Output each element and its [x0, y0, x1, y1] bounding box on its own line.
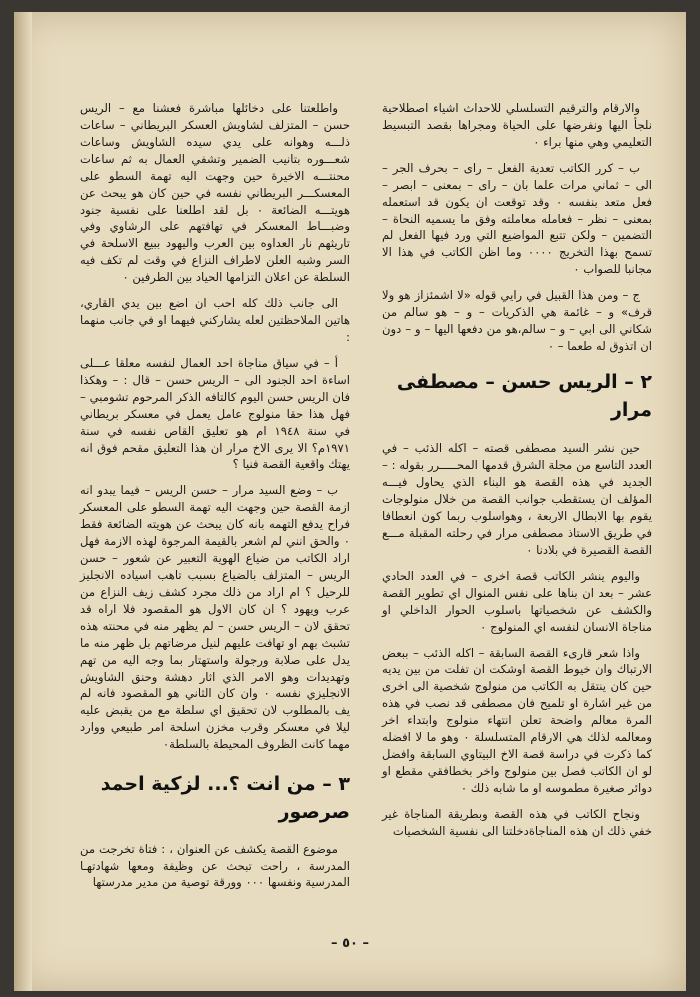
paragraph: واذا شعر قارىء القصة السابقة – اكله الذئب – ببعض الارتباك وان خيوط القصة اوشكت ان تفلت من بين يديه حين كان ينتقل به الكاتب من منولوج شخصية الى اخرى من غير اشارة او تلميح فان مصطفى قد نصب في هذه المرة معالم واضحة تعلن انتهاء منولوج وابتداء اخر ومعالمه لذلك هي الارقام المتسلسلة ٠ وهو ما لا افضله كما ذكرت في دراسة قصة الاخ البيتاوي السابقة وافضل لو ان الكاتب فصل بين منولوج واخر بخطافقي مقطع او دوائر صغيرة مطموسه او ما شابه ذلك ٠ — [382, 645, 652, 795]
section-heading-3: ٣ – من انت ؟... لزكية احمد صرصور — [100, 773, 350, 823]
paragraph: حين نشر السيد مصطفى قصته – اكله الذئب – في العدد التاسع من مجلة الشرق قدمها المحـــــرر بقوله : – الجديد في هذه القصة هو البناء الذي يحاول فيـــه المؤلف ان يستقطب جوانب القصة من خلال منولوجات يقوم بها الابطال الاربعة ، وهواسلوب ربما كون انعطافا في طريق الاستاذ مصطفى مرار في رحلته المقبلة مـــع القصة القصيرة في بلادنا ٠ — [382, 441, 652, 557]
page-binding-shadow — [14, 12, 32, 991]
left-column — [80, 100, 350, 900]
paragraph: ج – ومن هذا القبيل في رايي قوله «لا اشمئزاز هو ولا قرف» و – غائمة هي الذكريات – و – هو سالم من شكاني الى ابي – و – سالم،هو من دفعها اليها – و – دون ان اتذوق له طعما – ٠ — [382, 288, 652, 353]
paragraph: أ – في سياق مناجاة احد العمال لنفسه معلقا عـــلى اساءة احد الجنود الى – الريس حسن – قال : – وهكذا فان الريس حسن اليوم كالتافه الذكر المرحوم تشومبي – فهل هذا حقا منولوج عامل يعمل في معسكر بريطاني في سنة ١٩٤٨ ام هو تعليق القاص نفسه في سنة ١٩٧١م؟ الا يرى الاخ مرار ان هذا التعليق مقحم فوق انه يهتك واقعية القصة فنيا ؟ — [80, 355, 350, 472]
paragraph: والارقام والترقيم التسلسلي للاحداث اشياء اصطلاحية نلجأ اليها ونفرضها على الحياة ومجراها بقصد التبسيط التعليمي وهي منها براء ٠ — [382, 101, 652, 149]
section-heading-2: ٢ – الريس حسن – مصطفى مرار — [396, 370, 652, 421]
document-page — [14, 12, 686, 991]
paragraph: واليوم ينشر الكاتب قصة اخرى – في العدد الحادي عشر – بعد ان بناها على نفس المنوال اي تطوير القصة والكشف عن شخصياتها باسلوب الحوار الداخلي او مناجاة الانسان لنفسه اي المنولوج ٠ — [382, 568, 652, 634]
paragraph: ب – وضع السيد مرار – حسن الريس – فيما يبدو انه ازمة القصة حين وجهت اليه تهمة السطو على المعسكر فراح يدفع التهمه بانه كان يبحث عن هويته الضائعة فقط ٠ والحق انني لم اشعر بالقيمة المرجوة لهذه الازمة فهل اراد الكاتب من ضياع الهوية التعبير عن شعور – حسن الريس – المتزلف بالضياع بسبب تاهب اسياده الانجليز للرحيل ؟ ام اراد من ذلك مجرد كشف زيف النزاع من عرب ويهود ؟ ان كان الاول هو المقصود فلا اراه قد تحقق لان – الريس حسن – لم يظهر منه في محنته هذه تشبث بهم او تهافت عليهم لنيل مرضاتهم بل ظهر منه ما يدل على صلابة ورجولة واستهتار بما وجه اليه من تهم وتهديدات وهو الامر الذي اثار دهشة وحنق الشاويش الانجليزي نفسه ٠ وان كان الثاني هو المقصود فانه لم يف بالمطلوب لان تحقيق اي سلطة مع من يقبض عليه ليلا في معسكر وقرب مخزن اسلحة امر طبيعي ووارد مهما كانت الظروف المحيطة بالسلطة٠ — [80, 483, 350, 752]
page-number: – ٥٠ – — [331, 936, 369, 951]
right-column — [382, 100, 652, 849]
paragraph: ب – كرر الكاتب تعدية الفعل – راى – بحرف الجر – الى – ثماني مرات علما بان – راى – بمعنى – ابصر – فعل متعد بنفسه ٠ وقد توقعت ان يكون قد استعمله بمعنى – نظر – فعامله معاملته وفق ما يسميه النحاة – التضمين – ولكن تتبع المواضيع التي ورد فيها الفعل لم تسمح بهذا التخريج ٠٠٠٠ وما اظن الكاتب في هذا الا مجانبا للصواب ٠ — [382, 160, 652, 277]
paragraph: واطلعتنا على دخائلها مباشرة فعشنا مع – الريس حسن – المتزلف لشاويش العسكر البريطاني – ساعات ذلـــه وهوانه على يدي سيده الشاويش وساعات شعـــوره بتانيب الضمير وتشفي العمال به ثم ساعات محنتـــه الاخيرة حين وجهت اليه تهمة السطو على المعسكـــر البريطاني نفسه في حين كان هو يبحث عن هويتـــه الضائعة ٠ بل لقد اطلعنا على نفسية جنود وضبـــاط المعسكر في تهافتهم على الرشاوي وفي تاريثهم نار العداوه بين العرب واليهود ببيع الاسلحة في السر وشبه العلن لاطراف النزاع في وقت لم تكف فيه السلطة عن اعلان التزامها الحياد بين الطرفين ٠ — [80, 101, 350, 285]
paragraph: موضوع القصة يكشف عن العنوان ، : فتاة تخرجت من المدرسة ، راحت تبحث عن وظيفة ومعها شهادتهـا المدرسية ونفسها ٠٠٠ وورقة توصية من مدير مدرستها — [80, 841, 350, 890]
paragraph: ونجاح الكاتب في هذه القصة وبطريقة المناجاة غير خفي ذلك ان هذه المناجاةدخلتنا الى نفسية الشخصيات — [382, 806, 652, 838]
paragraph: الى جانب ذلك كله احب ان اضع بين يدي القاري، هاتين الملاحظتين لعله يشاركني فيهما او في جانب منهما : — [80, 296, 350, 344]
